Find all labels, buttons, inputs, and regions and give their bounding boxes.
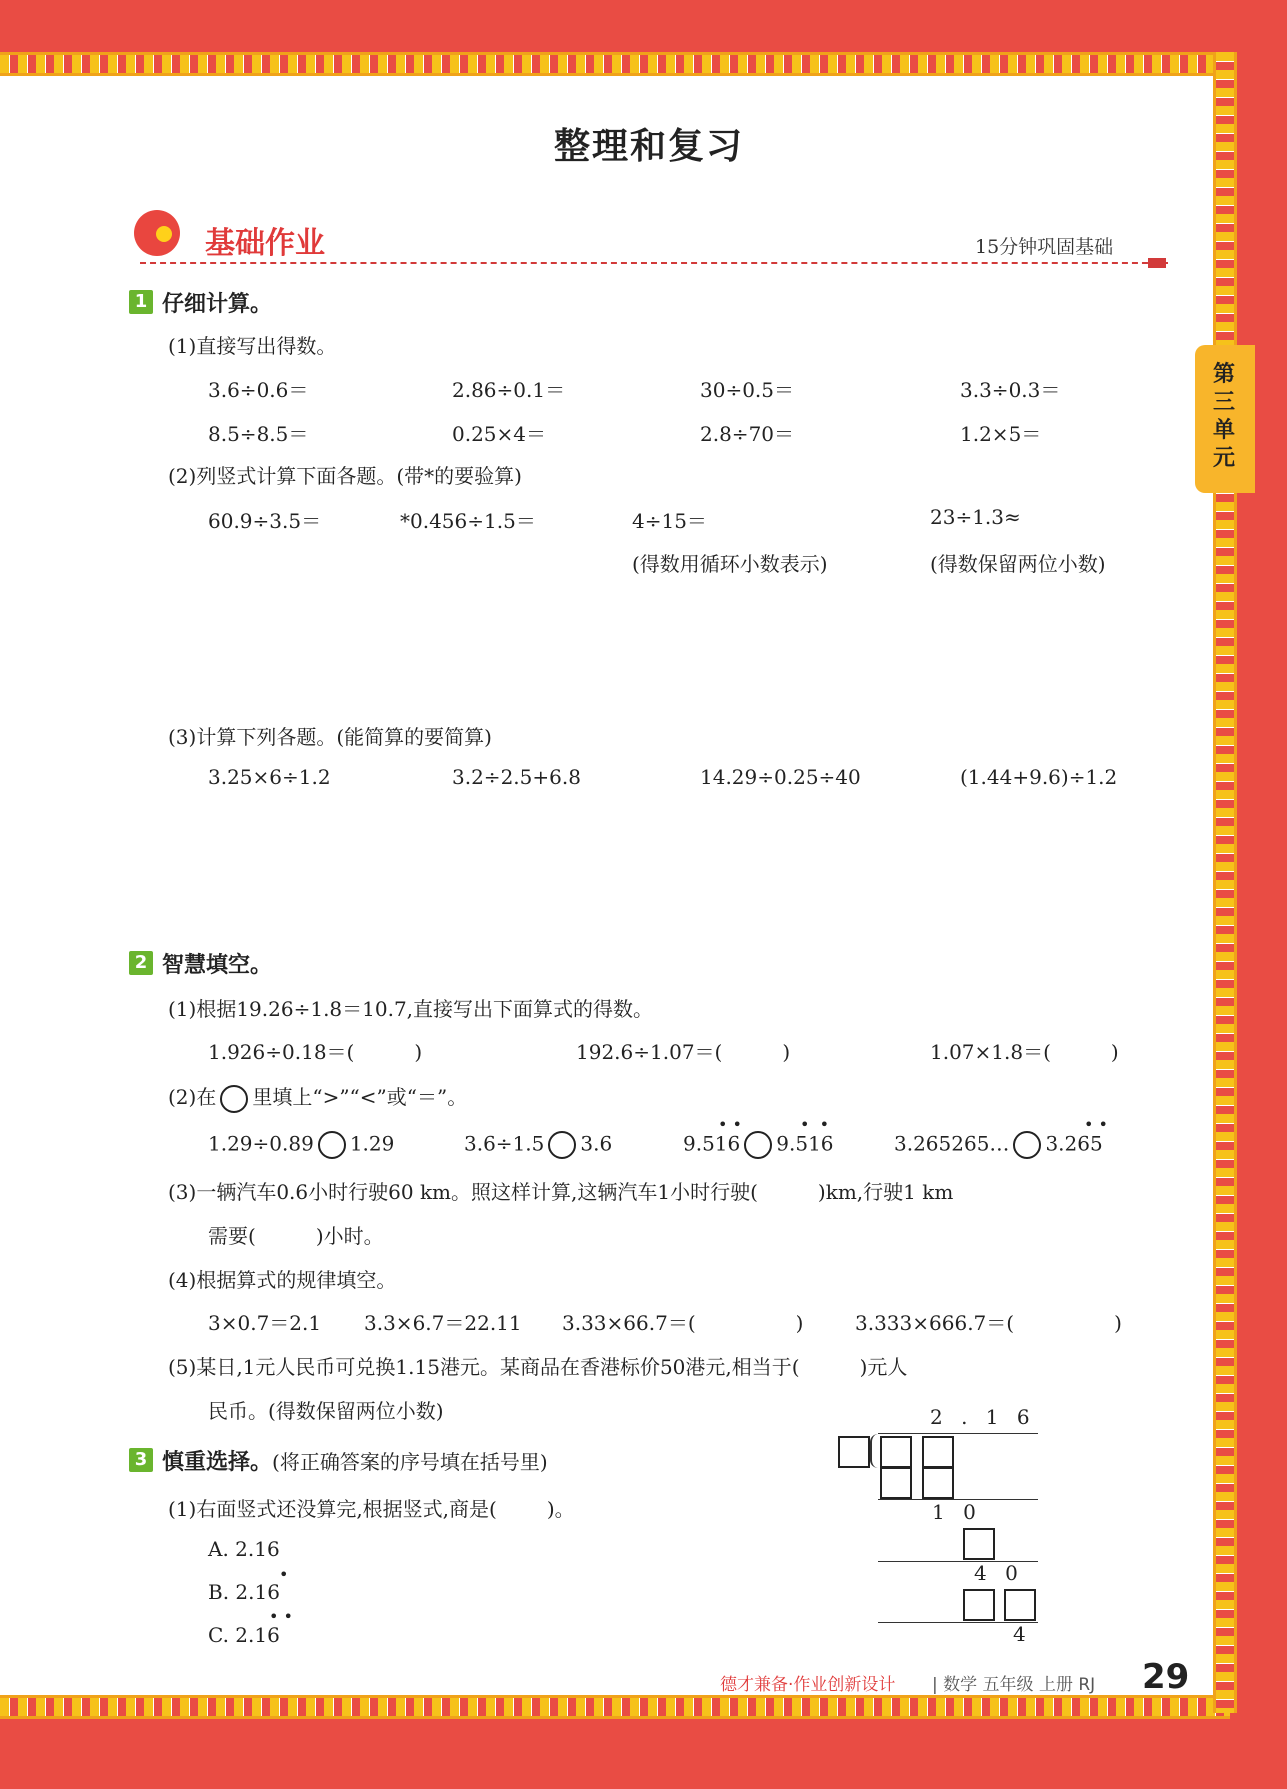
q1-expression: 3.25×6÷1.2 (208, 765, 331, 789)
q1-expression: 14.29÷0.25÷40 (700, 765, 861, 789)
q2-compare-item: 9.516 9.516 (683, 1131, 834, 1159)
q2-compare-item: 3.6÷1.5 3.6 (464, 1131, 612, 1159)
q2-compare-item: 3.265265… 3.265 (894, 1131, 1103, 1159)
divider-end-mark (1148, 258, 1166, 268)
q1-vertical-item: 4÷15＝ (632, 509, 707, 533)
q1-vertical-item: 23÷1.3≈ (930, 505, 1021, 529)
question-number-1: 1 (129, 290, 153, 314)
footer-brand: 德才兼备·作业创新设计 (720, 1675, 896, 1695)
unit-tab-label: 第三单元 (1213, 362, 1236, 471)
q2-part3-line2: 需要( )小时。 (208, 1224, 384, 1248)
q2-part2-title: (2)在 里填上“>”“<”或“＝”。 (168, 1081, 467, 1113)
q1-note: (得数用循环小数表示) (632, 552, 828, 576)
product-box (963, 1528, 995, 1560)
product-box (922, 1467, 954, 1499)
q1-item: 3.6÷0.6＝ (208, 378, 309, 402)
repeat-dot-mark: • (279, 1565, 289, 1584)
q2-part4-title: (4)根据算式的规律填空。 (168, 1268, 397, 1292)
repeat-dot-mark: • • (1084, 1115, 1108, 1134)
q1-item: 2.8÷70＝ (700, 422, 795, 446)
choice-a[interactable]: A. 2.16 (208, 1537, 280, 1561)
compare-circle-icon[interactable] (744, 1131, 772, 1159)
top-border (0, 52, 1230, 76)
compare-circle-icon[interactable] (1013, 1131, 1041, 1159)
q1-vertical-item: *0.456÷1.5＝ (400, 509, 536, 533)
choice-c[interactable]: C. 2.16 (208, 1623, 280, 1647)
division-bracket (870, 1434, 878, 1468)
q1-part2-title: (2)列竖式计算下面各题。(带*的要验算) (168, 464, 522, 488)
compare-circle-icon (220, 1085, 248, 1113)
q3-part1: (1)右面竖式还没算完,根据竖式,商是( )。 (168, 1497, 575, 1521)
q1-expression: 3.2÷2.5+6.8 (452, 765, 581, 789)
q2-pattern-item: 3×0.7＝2.1 (208, 1311, 322, 1335)
compare-circle-icon[interactable] (318, 1131, 346, 1159)
question-3-title: 慎重选择。(将正确答案的序号填在括号里) (162, 1450, 548, 1475)
section-divider (140, 262, 1168, 264)
q1-part3-title: (3)计算下列各题。(能简算的要简算) (168, 725, 492, 749)
divisor-box (838, 1436, 870, 1468)
lamp-light-icon (156, 226, 172, 242)
section-title: 基础作业 (205, 226, 325, 261)
dividend-box (922, 1436, 954, 1468)
question-number-3: 3 (129, 1448, 153, 1472)
q1-item: 8.5÷8.5＝ (208, 422, 309, 446)
unit-tab (1195, 345, 1255, 493)
footer-info: | 数学 五年级 上册 RJ (932, 1675, 1096, 1695)
repeat-dot-mark: • • (718, 1115, 742, 1134)
remainder-3: 4 (1013, 1622, 1026, 1646)
choice-b[interactable]: B. 2.16 (208, 1580, 280, 1604)
q2-compare-item: 1.29÷0.89 1.29 (208, 1131, 394, 1159)
q2-part5-line1: (5)某日,1元人民币可兑换1.15港元。某商品在香港标价50港元,相当于( )元人 (168, 1355, 908, 1379)
q2-fill-item: 1.07×1.8＝( ) (930, 1040, 1119, 1064)
q2-pattern-item: 3.333×666.7＝( ) (855, 1311, 1122, 1335)
q1-item: 30÷0.5＝ (700, 378, 795, 402)
question-number-2: 2 (129, 951, 153, 975)
question-2-title: 智慧填空。 (162, 953, 273, 978)
right-border (1213, 52, 1237, 1713)
repeat-dot-mark: • • (800, 1115, 830, 1134)
q2-part3-line1: (3)一辆汽车0.6小时行驶60 km。照这样计算,这辆汽车1小时行驶( )km,行驶1 km (168, 1180, 954, 1204)
q1-item: 0.25×4＝ (452, 422, 547, 446)
q1-part1-title: (1)直接写出得数。 (168, 334, 337, 358)
q2-part5-line2: 民币。(得数保留两位小数) (208, 1399, 444, 1423)
section-subtitle: 15分钟巩固基础 (975, 236, 1114, 258)
compare-circle-icon[interactable] (548, 1131, 576, 1159)
page-number: 29 (1142, 1657, 1190, 1697)
q1-item: 3.3÷0.3＝ (960, 378, 1061, 402)
page-title: 整理和复习 (553, 126, 744, 167)
product-box (963, 1589, 995, 1621)
q2-pattern-item: 3.33×66.7＝( ) (562, 1311, 804, 1335)
repeat-dot-mark: • • (269, 1607, 293, 1626)
q2-fill-item: 192.6÷1.07＝( ) (576, 1040, 791, 1064)
q1-item: 2.86÷0.1＝ (452, 378, 566, 402)
dividend-box (880, 1436, 912, 1468)
quotient: 2 . 1 6 (930, 1405, 1036, 1429)
bottom-border (0, 1695, 1230, 1719)
q2-part1-title: (1)根据19.26÷1.8＝10.7,直接写出下面算式的得数。 (168, 997, 654, 1021)
q1-expression: (1.44+9.6)÷1.2 (960, 765, 1118, 789)
q1-item: 1.2×5＝ (960, 422, 1042, 446)
q2-pattern-item: 3.3×6.7＝22.11 (364, 1311, 522, 1335)
question-1-title: 仔细计算。 (162, 292, 273, 317)
q1-note: (得数保留两位小数) (930, 552, 1106, 576)
product-box (880, 1467, 912, 1499)
remainder-1: 1 0 (932, 1500, 982, 1524)
division-bar (878, 1433, 1038, 1434)
remainder-2: 4 0 (974, 1561, 1024, 1585)
q2-fill-item: 1.926÷0.18＝( ) (208, 1040, 423, 1064)
product-box (1004, 1589, 1036, 1621)
q1-vertical-item: 60.9÷3.5＝ (208, 509, 322, 533)
